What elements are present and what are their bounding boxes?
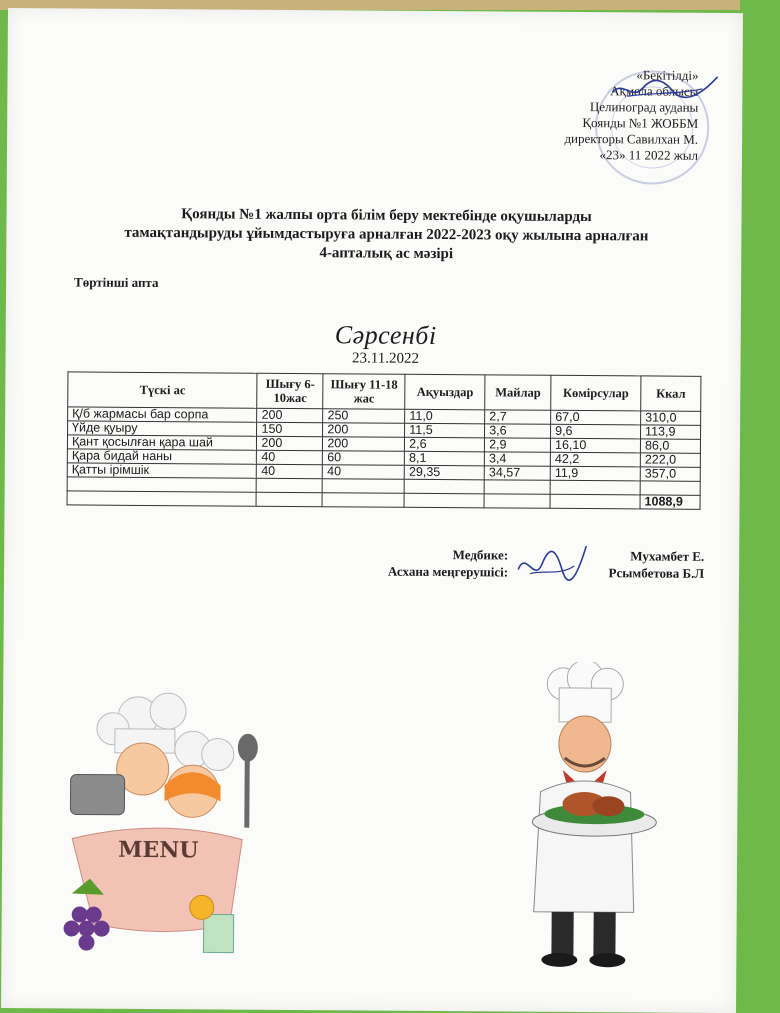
table-cell: 9,6 xyxy=(551,424,641,439)
menu-art-label: MENU xyxy=(118,836,199,864)
nurse-name: Мухамбет Е. xyxy=(630,548,705,564)
table-cell: 2,6 xyxy=(405,437,485,452)
approval-line: Ақмола облысы xyxy=(610,83,699,99)
table-cell: Қант қосылған қара шай xyxy=(67,435,257,450)
canteen-role: Асхана меңгерушісі: xyxy=(387,563,509,580)
column-header: Ақуыздар xyxy=(405,374,485,410)
signature-block xyxy=(304,546,704,583)
table-cell: 3,6 xyxy=(485,424,551,438)
table-cell: 8,1 xyxy=(405,451,485,466)
document-heading xyxy=(66,204,706,265)
table-cell: 11,0 xyxy=(405,409,485,424)
approval-line: «Бекітілді» xyxy=(636,67,699,83)
week-label: Төртінші апта xyxy=(74,274,159,291)
column-header: Шығу 6-10жас xyxy=(257,373,323,408)
table-cell: 16,10 xyxy=(551,438,641,453)
table-cell xyxy=(484,494,550,508)
canteen-name: Рсымбетова Б.Л xyxy=(608,565,705,581)
table-cell: 150 xyxy=(257,422,323,436)
table-cell: Қара бидай наны xyxy=(67,449,257,464)
table-cell: 86,0 xyxy=(640,439,700,453)
director-signature xyxy=(607,70,727,111)
canteen-signature xyxy=(512,540,592,591)
signature-row xyxy=(304,563,704,583)
approval-line: Целиноград ауданы xyxy=(589,99,699,115)
table-cell: 11,5 xyxy=(405,423,485,438)
table-cell xyxy=(404,479,484,494)
table-cell: 60 xyxy=(323,451,405,466)
table-cell: 310,0 xyxy=(641,411,701,425)
table-cell xyxy=(550,494,640,509)
table-cell: 113,9 xyxy=(641,425,701,439)
table-cell: 222,0 xyxy=(640,453,700,467)
menu-date: 23.11.2022 xyxy=(352,350,420,367)
table-cell xyxy=(550,480,640,495)
column-header: Майлар xyxy=(485,375,551,410)
approval-line: «23» 11 2022 жыл xyxy=(599,147,699,163)
approval-line: Қоянды №1 ЖОББМ xyxy=(582,115,699,131)
table-cell: Қ/б жармасы бар сорпа xyxy=(68,407,258,422)
heading-line: Қоянды №1 жалпы орта білім беру мектебінде оқушыларды xyxy=(181,206,592,226)
table-cell: 40 xyxy=(257,450,323,464)
nutrition-table xyxy=(67,371,702,509)
table-cell: 2,9 xyxy=(485,438,551,452)
table-cell: 200 xyxy=(323,437,405,452)
kids-chef-menu-illustration xyxy=(41,688,283,960)
table-cell xyxy=(256,492,322,506)
table-cell xyxy=(484,480,550,494)
table-cell: 250 xyxy=(323,409,405,424)
table-cell: 357,0 xyxy=(640,467,700,481)
table-cell: 11,9 xyxy=(550,466,640,481)
table-cell xyxy=(322,479,404,494)
table-cell: 67,0 xyxy=(551,410,641,425)
total-kcal: 1088,9 xyxy=(640,495,700,509)
table-cell: 3,4 xyxy=(484,452,550,466)
nurse-role: Медбике: xyxy=(452,547,509,563)
table-cell: 29,35 xyxy=(404,465,484,480)
table-cell: 200 xyxy=(257,408,323,422)
menu-sheet xyxy=(1,8,743,1013)
column-header: Ккал xyxy=(641,376,701,411)
heading-line: 4-апталық ас мәзірі xyxy=(319,245,454,263)
table-cell: Қатты ірімшік xyxy=(67,463,257,478)
table-cell: 2,7 xyxy=(485,410,551,424)
table-cell: 200 xyxy=(257,436,323,450)
table-cell xyxy=(67,477,257,492)
column-header: Көмірсулар xyxy=(551,375,641,411)
column-header: Түскі ас xyxy=(68,372,258,408)
table-cell xyxy=(322,493,404,508)
table-header-row xyxy=(68,372,701,411)
table-cell: 40 xyxy=(323,465,405,480)
table-cell xyxy=(67,491,257,506)
approval-line: директоры Савилхан М. xyxy=(564,130,699,147)
table-cell: 42,2 xyxy=(550,452,640,467)
table-cell: 200 xyxy=(323,423,405,438)
table-cell xyxy=(257,478,323,492)
table-cell: 40 xyxy=(257,464,323,478)
table-cell xyxy=(640,481,700,495)
heading-line: тамақтандыруды ұйымдастыруға арналған 2022-2023 оқу жылына арналған xyxy=(124,224,649,245)
table-cell: 34,57 xyxy=(484,466,550,480)
column-header: Шығу 11-18 жас xyxy=(323,374,405,410)
day-name: Сәрсенбі xyxy=(334,320,437,350)
chef-illustration xyxy=(521,662,673,978)
table-cell: Үйде қуыру xyxy=(68,421,258,436)
table-cell xyxy=(404,493,484,508)
